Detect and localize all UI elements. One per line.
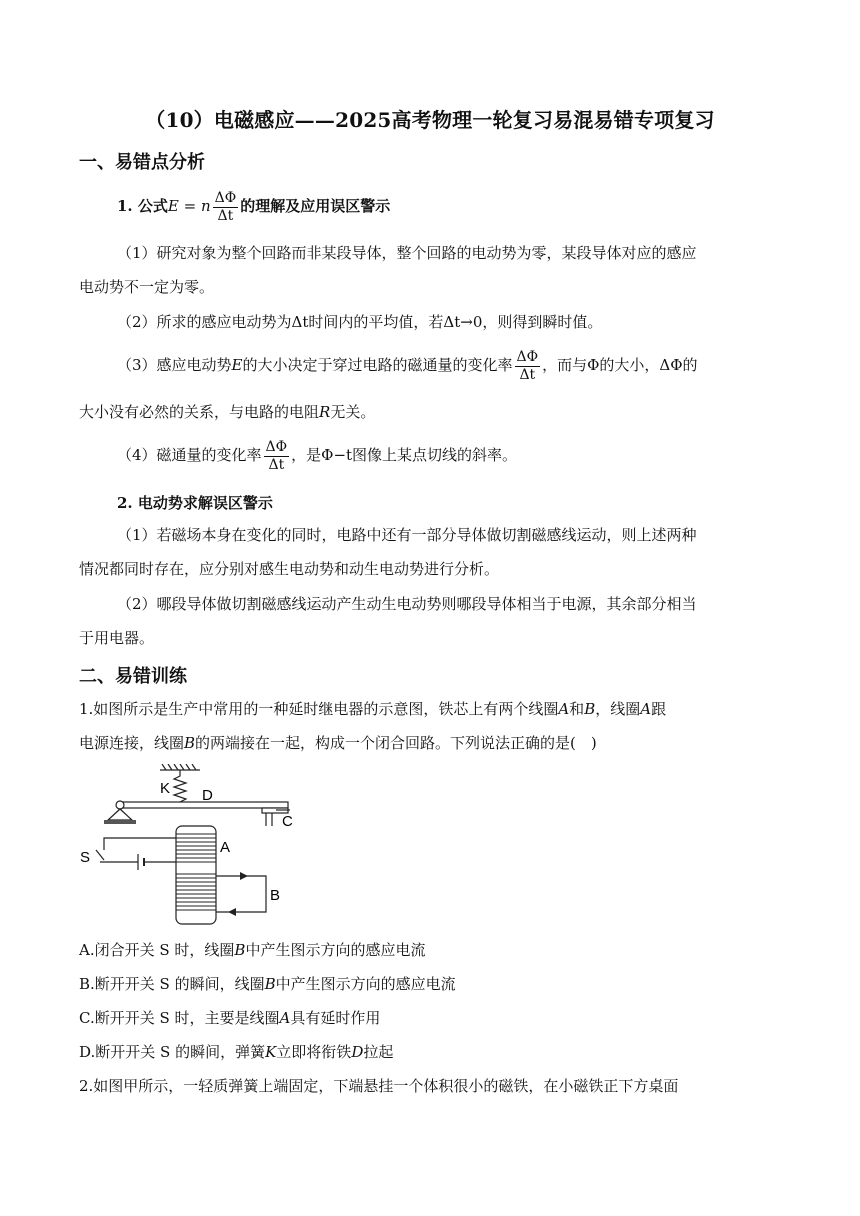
section2-heading: 二、易错训练 [79,666,187,687]
circuit-A-top [104,838,176,850]
label-K: K [160,780,171,797]
page-title: （10）电磁感应——2025高考物理一轮复习易混易错专项复习 [145,108,715,132]
q1-option-d: D.断开开关 S 的瞬间，弹簧K立即将衔铁D拉起 [79,1043,394,1061]
q1-option-b: B.断开开关 S 的瞬间，线圈B中产生图示方向的感应电流 [79,975,456,993]
item1-p1-line2: 电动势不一定为零。 [79,278,215,296]
item1-p2: （2）所求的感应电动势为Δt时间内的平均值，若Δt→0，则得到瞬时值。 [117,313,603,331]
label-A: A [220,839,231,856]
rate-fraction: $\frac{\Delta\Phi}{\Delta t}$ [516,348,539,383]
item1-p4: （4）磁通量的变化率 $\frac{\Delta\Phi}{\Delta t}$ ，是Φ−t图像上某点切线的斜率。 [117,438,518,473]
arrow-B-bottom [228,908,236,916]
q2-line1: 2.如图甲所示，一轻质弹簧上端固定，下端悬挂一个体积很小的磁铁，在小磁铁正下方桌面 [79,1077,679,1095]
item2-p2-line1: （2）哪段导体做切割磁感线运动产生动生电动势则哪段导体相当于电源，其余部分相当 [117,595,697,613]
item1-p1-line1: （1）研究对象为整个回路而非某段导体，整个回路的电动势为零，某段导体对应的感应 [117,244,697,262]
q1-line2: 电源连接，线圈B的两端接在一起，构成一个闭合回路。下列说法正确的是( ) [79,734,597,752]
item2-heading: 2. 电动势求解误区警示 [117,494,273,512]
pivot-support [108,809,132,820]
q1-line1: 1.如图所示是生产中常用的一种延时继电器的示意图，铁芯上有两个线圈A和B，线圈A跟 [79,700,667,718]
label-B: B [270,887,281,904]
label-S: S [80,849,91,866]
iron-core [176,826,216,924]
item2-p1-line1: （1）若磁场本身在变化的同时，电路中还有一部分导体做切割磁感线运动，则上述两种 [117,526,697,544]
item1-p3-line1: （3）感应电动势E的大小决定于穿过电路的磁通量的变化率 $\frac{\Delta\Phi}{\Delta t}$ ，而与Φ的大小，ΔΦ的 [117,348,698,383]
relay-diagram [76,764,316,934]
formula-fraction: $\frac{\Delta\Phi}{\Delta t}$ [214,189,237,224]
switch-S [96,850,104,860]
arrow-B-top [240,872,248,880]
item2-p1-line2: 情况都同时存在，应分别对感生电动势和动生电动势进行分析。 [79,560,500,578]
label-D: D [202,787,213,804]
pivot [116,801,124,809]
rate-fraction-2: $\frac{\Delta\Phi}{\Delta t}$ [265,438,288,473]
item2-p2-line2: 于用电器。 [79,629,155,647]
q1-option-a: A.闭合开关 S 时，线圈B中产生图示方向的感应电流 [79,941,426,959]
section1-heading: 一、易错点分析 [79,152,205,173]
ceiling-mount [160,764,200,770]
q1-option-c: C.断开开关 S 时，主要是线圈A具有延时作用 [79,1009,381,1027]
label-C: C [282,813,293,830]
loop-B [216,876,266,912]
item1-heading: 1. 公式E = n $\frac{\Delta\Phi}{\Delta t}$ 的理解及应用误区警示 [117,189,391,224]
spring [174,770,186,804]
item1-p3-line2: 大小没有必然的关系，与电路的电阻R无关。 [79,403,376,421]
